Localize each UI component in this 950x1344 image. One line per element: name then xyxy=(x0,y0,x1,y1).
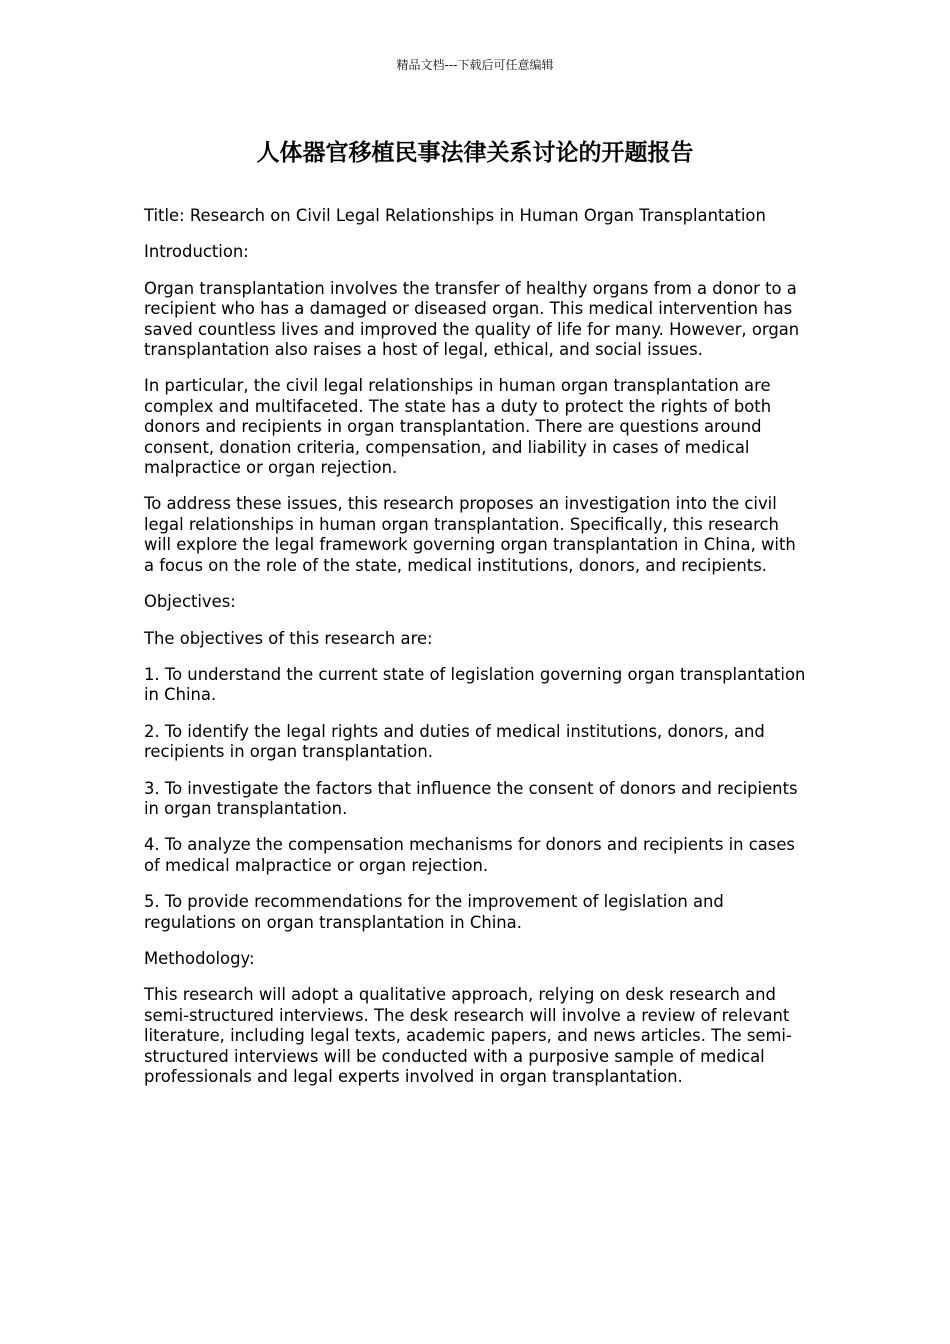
section-heading-methodology: Methodology: xyxy=(144,948,255,968)
document-title: 人体器官移植民事法律关系讨论的开题报告 xyxy=(256,140,694,166)
paragraph: The objectives of this research are: xyxy=(144,628,433,648)
title-line: Title: Research on Civil Legal Relationships in Human Organ Transplantation xyxy=(144,206,766,225)
paragraph: This research will adopt a qualitative approach, relying on desk research and semi-structured interviews. The desk research will involve a review of relevant literature, including legal texts, academic papers, and news articles. The semi-structured interviews will be conducted with a purposive sample of medical professionals and legal experts involved in organ transplantation. xyxy=(144,985,792,1086)
list-item: 1. To understand the current state of legislation governing organ transplantation in China. xyxy=(144,664,806,705)
paragraph: To address these issues, this research proposes an investigation into the civil legal relationships in human organ transplantation. Specifically, this research will explore the legal framework governing organ transplantation in China, with a focus on the role of the state, medical institutions, donors, and recipients. xyxy=(144,494,796,575)
list-item: 3. To investigate the factors that influence the consent of donors and recipients in organ transplantation. xyxy=(144,778,798,818)
section-heading-objectives: Objectives: xyxy=(144,592,236,612)
list-item: 4. To analyze the compensation mechanisms for donors and recipients in cases of medical malpractice or organ rejection. xyxy=(144,835,795,875)
list-item: 5. To provide recommendations for the improvement of legislation and regulations on organ transplantation in China. xyxy=(144,892,724,932)
section-heading-introduction: Introduction: xyxy=(144,242,249,262)
paragraph: In particular, the civil legal relationships in human organ transplantation are complex and multifaceted. The state has a duty to protect the rights of both donors and recipients in organ transplantation. There are questions around consent, donation criteria, compensation, and liability in cases of medical malpractice or organ rejection. xyxy=(144,376,772,478)
document-body xyxy=(144,206,810,1103)
paragraph: Organ transplantation involves the transfer of healthy organs from a donor to a recipient who has a damaged or diseased organ. This medical intervention has saved countless lives and improved the quality of life for many. However, organ transplantation also raises a host of legal, ethical, and social issues. xyxy=(144,278,800,360)
header-note: 精品文档---下载后可任意编辑 xyxy=(396,58,554,72)
list-item: 2. To identify the legal rights and duties of medical institutions, donors, and recipients in organ transplantation. xyxy=(144,721,765,762)
